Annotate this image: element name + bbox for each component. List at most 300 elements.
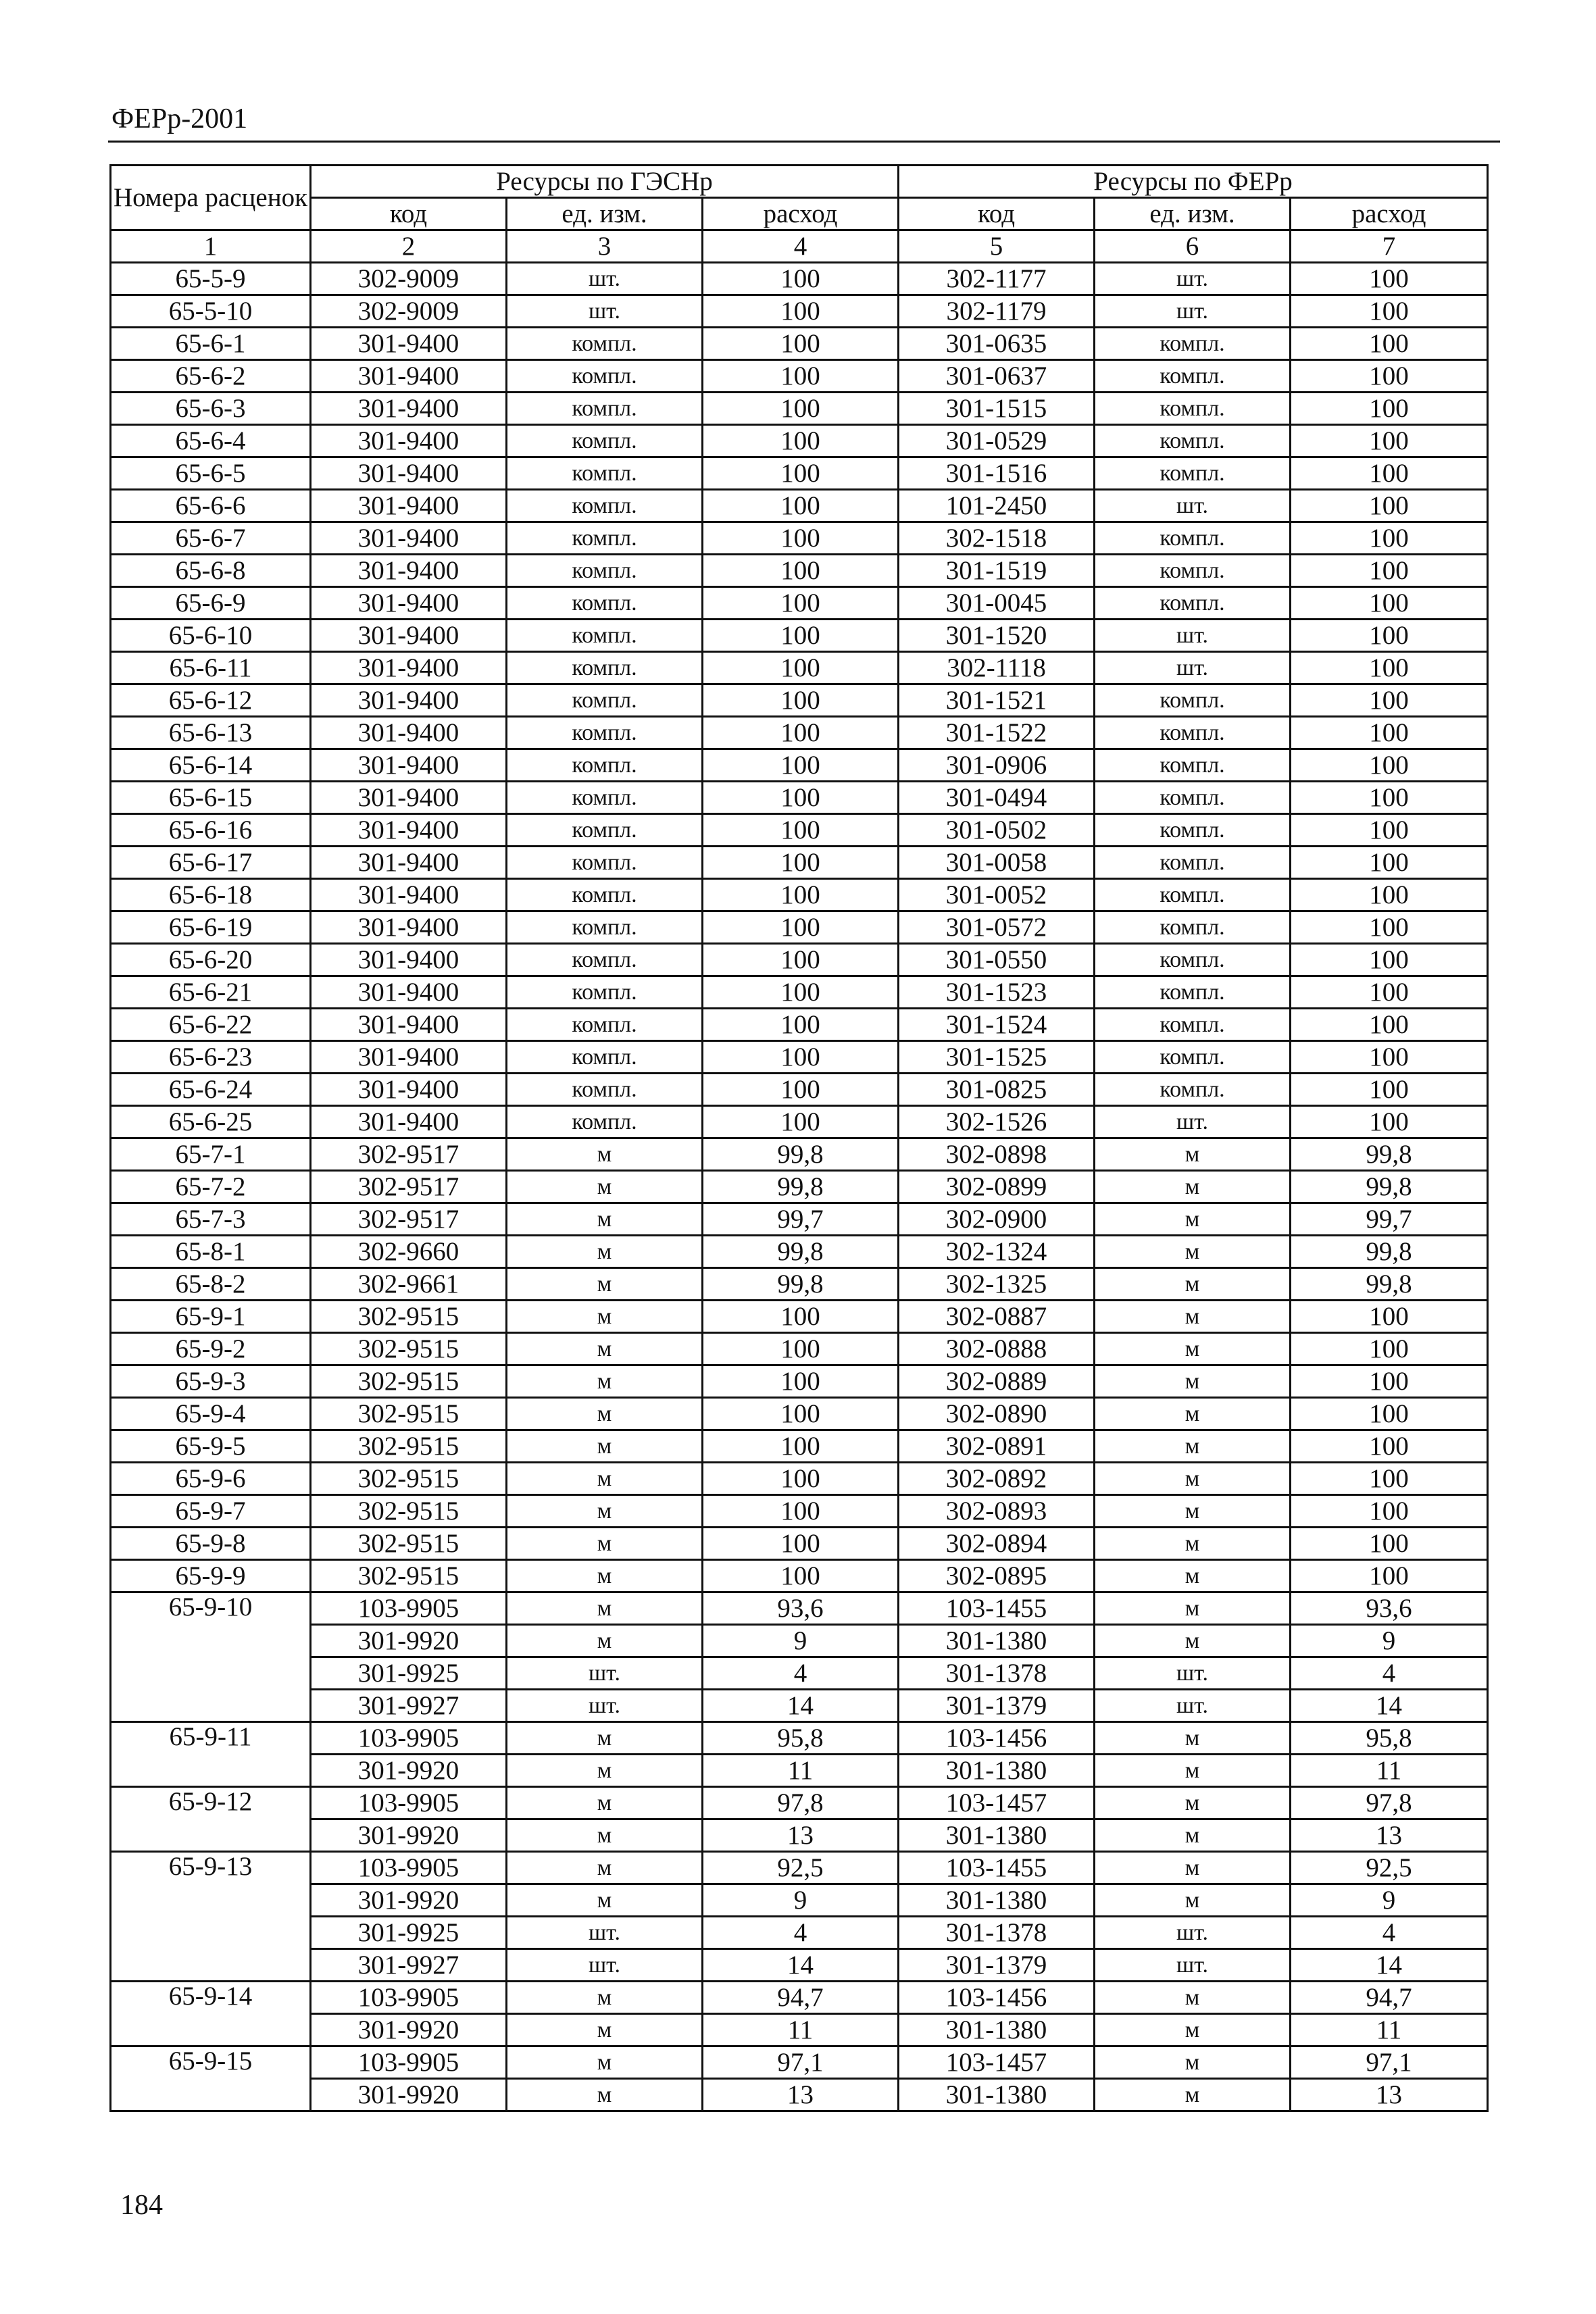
cell-ferr-code: 302-0895 <box>899 1560 1095 1592</box>
table-row <box>111 717 1488 749</box>
rastsenka-number: 65-6-21 <box>111 976 311 1009</box>
cell-gesnr-amount: 100 <box>703 814 899 847</box>
cell-gesnr-amount: 4 <box>703 1657 899 1690</box>
cell-ferr-code: 301-1378 <box>899 1657 1095 1690</box>
table-row <box>111 1430 1488 1463</box>
cell-ferr-amount: 100 <box>1291 263 1488 295</box>
cell-ferr-amount: 100 <box>1291 1301 1488 1333</box>
cell-ferr-unit: м <box>1095 1819 1291 1852</box>
cell-gesnr-code: 301-9400 <box>311 620 507 652</box>
cell-gesnr-amount: 100 <box>703 457 899 490</box>
cell-ferr-unit: компл. <box>1095 393 1291 425</box>
table-row <box>111 684 1488 717</box>
cell-gesnr-code: 301-9400 <box>311 782 507 814</box>
table-row <box>111 263 1488 295</box>
table-row <box>111 652 1488 684</box>
rastsenka-number: 65-6-12 <box>111 684 311 717</box>
header-rastsenok <box>111 166 311 230</box>
cell-ferr-amount: 100 <box>1291 587 1488 620</box>
rastsenka-number: 65-8-1 <box>111 1236 311 1268</box>
cell-gesnr-amount: 100 <box>703 425 899 457</box>
cell-ferr-code: 301-0637 <box>899 360 1095 393</box>
cell-gesnr-unit: м <box>507 1171 703 1203</box>
cell-ferr-amount: 100 <box>1291 295 1488 328</box>
cell-ferr-unit: компл. <box>1095 457 1291 490</box>
cell-ferr-unit: м <box>1095 1982 1291 2014</box>
cell-ferr-code: 301-0550 <box>899 944 1095 976</box>
cell-ferr-amount: 100 <box>1291 1430 1488 1463</box>
cell-ferr-code: 302-0893 <box>899 1495 1095 1528</box>
cell-gesnr-code: 301-9920 <box>311 1884 507 1917</box>
cell-ferr-amount: 92,5 <box>1291 1852 1488 1884</box>
table-row <box>111 587 1488 620</box>
cell-gesnr-unit: компл. <box>507 847 703 879</box>
rastsenka-number: 65-6-9 <box>111 587 311 620</box>
cell-ferr-code: 301-0058 <box>899 847 1095 879</box>
cell-gesnr-unit: компл. <box>507 652 703 684</box>
rastsenka-number: 65-9-8 <box>111 1528 311 1560</box>
cell-ferr-code: 301-1380 <box>899 1625 1095 1657</box>
cell-ferr-unit: компл. <box>1095 425 1291 457</box>
cell-gesnr-amount: 100 <box>703 911 899 944</box>
rastsenka-number: 65-6-1 <box>111 328 311 360</box>
cell-gesnr-amount: 11 <box>703 1755 899 1787</box>
cell-ferr-unit: компл. <box>1095 1041 1291 1074</box>
cell-gesnr-code: 301-9400 <box>311 587 507 620</box>
cell-ferr-unit: м <box>1095 1301 1291 1333</box>
cell-ferr-code: 301-1380 <box>899 1819 1095 1852</box>
cell-ferr-amount: 100 <box>1291 976 1488 1009</box>
header-rastsenok-label: Номера расценок <box>113 182 308 212</box>
cell-gesnr-code: 301-9925 <box>311 1657 507 1690</box>
cell-ferr-unit: м <box>1095 1787 1291 1819</box>
cell-ferr-code: 302-0891 <box>899 1430 1095 1463</box>
table-row <box>111 1690 1488 1722</box>
rastsenka-number: 65-6-7 <box>111 522 311 555</box>
table-row <box>111 1625 1488 1657</box>
cell-ferr-unit: м <box>1095 1852 1291 1884</box>
cell-ferr-unit: шт. <box>1095 1690 1291 1722</box>
rastsenka-number: 65-6-14 <box>111 749 311 782</box>
cell-gesnr-amount: 100 <box>703 749 899 782</box>
cell-ferr-code: 301-1525 <box>899 1041 1095 1074</box>
cell-gesnr-amount: 100 <box>703 1041 899 1074</box>
cell-gesnr-amount: 11 <box>703 2014 899 2046</box>
table-row <box>111 1722 1488 1755</box>
cell-gesnr-unit: м <box>507 2046 703 2079</box>
cell-ferr-unit: м <box>1095 1495 1291 1528</box>
cell-ferr-unit: компл. <box>1095 847 1291 879</box>
cell-gesnr-code: 301-9400 <box>311 652 507 684</box>
cell-ferr-amount: 13 <box>1291 2079 1488 2111</box>
cell-gesnr-amount: 93,6 <box>703 1592 899 1625</box>
header-row-column-numbers <box>111 230 1488 263</box>
rastsenka-number: 65-9-13 <box>111 1852 311 1982</box>
table-row <box>111 1949 1488 1982</box>
cell-ferr-code: 301-1380 <box>899 2079 1095 2111</box>
cell-ferr-unit: шт. <box>1095 490 1291 522</box>
cell-ferr-unit: м <box>1095 1430 1291 1463</box>
cell-gesnr-code: 301-9400 <box>311 911 507 944</box>
cell-ferr-unit: компл. <box>1095 328 1291 360</box>
subheader-ferr-unit: ед. изм. <box>1095 198 1291 230</box>
cell-ferr-unit: шт. <box>1095 1657 1291 1690</box>
cell-ferr-code: 302-0900 <box>899 1203 1095 1236</box>
cell-ferr-code: 301-1380 <box>899 1755 1095 1787</box>
cell-ferr-unit: м <box>1095 1236 1291 1268</box>
cell-gesnr-amount: 99,8 <box>703 1138 899 1171</box>
cell-ferr-amount: 100 <box>1291 1365 1488 1398</box>
cell-gesnr-code: 302-9009 <box>311 295 507 328</box>
column-number: 1 <box>111 230 311 263</box>
cell-gesnr-code: 302-9515 <box>311 1333 507 1365</box>
cell-ferr-code: 302-1177 <box>899 263 1095 295</box>
resources-table <box>109 164 1489 2112</box>
cell-gesnr-unit: компл. <box>507 1009 703 1041</box>
table-row <box>111 425 1488 457</box>
cell-ferr-amount: 100 <box>1291 782 1488 814</box>
cell-gesnr-code: 301-9927 <box>311 1949 507 1982</box>
cell-gesnr-amount: 100 <box>703 1495 899 1528</box>
table-row <box>111 1884 1488 1917</box>
cell-ferr-amount: 14 <box>1291 1949 1488 1982</box>
rastsenka-number: 65-7-2 <box>111 1171 311 1203</box>
cell-gesnr-unit: м <box>507 1819 703 1852</box>
table-row <box>111 1236 1488 1268</box>
rastsenka-number: 65-6-11 <box>111 652 311 684</box>
table-row <box>111 295 1488 328</box>
cell-gesnr-unit: м <box>507 1236 703 1268</box>
subheader-ferr-amount: расход <box>1291 198 1488 230</box>
rastsenka-number: 65-6-2 <box>111 360 311 393</box>
rastsenka-number: 65-9-9 <box>111 1560 311 1592</box>
cell-ferr-code: 302-0894 <box>899 1528 1095 1560</box>
cell-gesnr-unit: м <box>507 1301 703 1333</box>
cell-ferr-unit: компл. <box>1095 976 1291 1009</box>
cell-ferr-code: 301-1522 <box>899 717 1095 749</box>
cell-ferr-amount: 100 <box>1291 1560 1488 1592</box>
cell-ferr-code: 103-1457 <box>899 1787 1095 1819</box>
cell-ferr-unit: компл. <box>1095 749 1291 782</box>
cell-gesnr-code: 301-9400 <box>311 490 507 522</box>
table-row <box>111 2046 1488 2079</box>
cell-ferr-unit: м <box>1095 1268 1291 1301</box>
cell-ferr-code: 301-0529 <box>899 425 1095 457</box>
cell-gesnr-unit: м <box>507 1755 703 1787</box>
cell-gesnr-amount: 99,8 <box>703 1171 899 1203</box>
cell-gesnr-unit: компл. <box>507 782 703 814</box>
cell-ferr-code: 101-2450 <box>899 490 1095 522</box>
cell-gesnr-amount: 100 <box>703 1106 899 1138</box>
cell-gesnr-unit: м <box>507 1787 703 1819</box>
table-row <box>111 1009 1488 1041</box>
cell-ferr-unit: компл. <box>1095 814 1291 847</box>
cell-gesnr-amount: 100 <box>703 587 899 620</box>
cell-ferr-amount: 99,8 <box>1291 1138 1488 1171</box>
cell-ferr-unit: компл. <box>1095 360 1291 393</box>
cell-gesnr-unit: м <box>507 1203 703 1236</box>
cell-gesnr-amount: 100 <box>703 782 899 814</box>
cell-ferr-amount: 97,8 <box>1291 1787 1488 1819</box>
cell-gesnr-code: 301-9400 <box>311 328 507 360</box>
cell-gesnr-code: 302-9515 <box>311 1560 507 1592</box>
cell-gesnr-amount: 13 <box>703 1819 899 1852</box>
header-rule <box>108 141 1500 143</box>
cell-gesnr-unit: компл. <box>507 457 703 490</box>
cell-gesnr-unit: м <box>507 1982 703 2014</box>
column-number: 6 <box>1095 230 1291 263</box>
table-row <box>111 976 1488 1009</box>
cell-gesnr-code: 302-9517 <box>311 1203 507 1236</box>
cell-gesnr-unit: м <box>507 1625 703 1657</box>
cell-ferr-amount: 94,7 <box>1291 1982 1488 2014</box>
cell-gesnr-unit: м <box>507 1852 703 1884</box>
cell-ferr-unit: м <box>1095 2046 1291 2079</box>
rastsenka-number: 65-6-22 <box>111 1009 311 1041</box>
rastsenka-number: 65-9-4 <box>111 1398 311 1430</box>
cell-ferr-unit: компл. <box>1095 911 1291 944</box>
cell-gesnr-amount: 100 <box>703 393 899 425</box>
cell-ferr-code: 301-1520 <box>899 620 1095 652</box>
cell-ferr-amount: 9 <box>1291 1884 1488 1917</box>
rastsenka-number: 65-6-20 <box>111 944 311 976</box>
cell-ferr-amount: 100 <box>1291 749 1488 782</box>
cell-gesnr-unit: м <box>507 1528 703 1560</box>
cell-gesnr-amount: 97,1 <box>703 2046 899 2079</box>
rastsenka-number: 65-6-8 <box>111 555 311 587</box>
cell-ferr-code: 301-1521 <box>899 684 1095 717</box>
table-header <box>111 166 1488 263</box>
cell-ferr-amount: 100 <box>1291 360 1488 393</box>
cell-ferr-amount: 100 <box>1291 328 1488 360</box>
cell-ferr-unit: м <box>1095 1171 1291 1203</box>
cell-gesnr-unit: компл. <box>507 879 703 911</box>
cell-gesnr-unit: компл. <box>507 393 703 425</box>
cell-gesnr-unit: м <box>507 1398 703 1430</box>
cell-ferr-unit: м <box>1095 2079 1291 2111</box>
cell-ferr-amount: 100 <box>1291 717 1488 749</box>
table-row <box>111 1301 1488 1333</box>
cell-ferr-unit: м <box>1095 1884 1291 1917</box>
cell-gesnr-code: 301-9920 <box>311 2079 507 2111</box>
cell-gesnr-amount: 9 <box>703 1625 899 1657</box>
rastsenka-number: 65-7-3 <box>111 1203 311 1236</box>
cell-ferr-amount: 100 <box>1291 490 1488 522</box>
cell-gesnr-code: 301-9400 <box>311 425 507 457</box>
cell-ferr-unit: компл. <box>1095 879 1291 911</box>
rastsenka-number: 65-6-16 <box>111 814 311 847</box>
header-group-gesnr: Ресурсы по ГЭСНр <box>311 166 899 198</box>
cell-ferr-amount: 97,1 <box>1291 2046 1488 2079</box>
table-row <box>111 1592 1488 1625</box>
rastsenka-number: 65-9-2 <box>111 1333 311 1365</box>
table-row <box>111 782 1488 814</box>
cell-gesnr-amount: 100 <box>703 328 899 360</box>
cell-ferr-code: 302-0888 <box>899 1333 1095 1365</box>
table-row <box>111 1074 1488 1106</box>
cell-ferr-code: 302-1118 <box>899 652 1095 684</box>
rastsenka-number: 65-6-5 <box>111 457 311 490</box>
rastsenka-number: 65-6-15 <box>111 782 311 814</box>
cell-gesnr-amount: 100 <box>703 1528 899 1560</box>
table-row <box>111 911 1488 944</box>
cell-ferr-code: 302-1518 <box>899 522 1095 555</box>
table-row <box>111 944 1488 976</box>
table-row <box>111 1268 1488 1301</box>
cell-gesnr-unit: компл. <box>507 749 703 782</box>
cell-ferr-code: 302-0898 <box>899 1138 1095 1171</box>
cell-ferr-unit: компл. <box>1095 782 1291 814</box>
cell-ferr-amount: 100 <box>1291 1106 1488 1138</box>
cell-gesnr-code: 302-9515 <box>311 1301 507 1333</box>
cell-gesnr-code: 301-9400 <box>311 393 507 425</box>
cell-ferr-code: 301-0052 <box>899 879 1095 911</box>
cell-ferr-amount: 99,8 <box>1291 1236 1488 1268</box>
cell-gesnr-code: 302-9515 <box>311 1398 507 1430</box>
cell-gesnr-amount: 100 <box>703 1365 899 1398</box>
cell-gesnr-unit: компл. <box>507 360 703 393</box>
cell-ferr-unit: компл. <box>1095 1074 1291 1106</box>
cell-gesnr-amount: 100 <box>703 684 899 717</box>
cell-gesnr-amount: 14 <box>703 1949 899 1982</box>
cell-ferr-unit: м <box>1095 1755 1291 1787</box>
cell-gesnr-amount: 100 <box>703 1333 899 1365</box>
cell-ferr-amount: 99,7 <box>1291 1203 1488 1236</box>
rastsenka-number: 65-6-3 <box>111 393 311 425</box>
cell-gesnr-unit: компл. <box>507 425 703 457</box>
cell-gesnr-unit: компл. <box>507 620 703 652</box>
cell-ferr-code: 103-1455 <box>899 1852 1095 1884</box>
rastsenka-number: 65-6-6 <box>111 490 311 522</box>
cell-gesnr-unit: компл. <box>507 555 703 587</box>
header-row-subheaders <box>111 198 1488 230</box>
table-row <box>111 1106 1488 1138</box>
subheader-ferr-code: код <box>899 198 1095 230</box>
table-row <box>111 1495 1488 1528</box>
cell-gesnr-amount: 100 <box>703 1009 899 1041</box>
rastsenka-number: 65-9-7 <box>111 1495 311 1528</box>
cell-gesnr-unit: м <box>507 1333 703 1365</box>
cell-gesnr-amount: 100 <box>703 652 899 684</box>
cell-gesnr-code: 302-9515 <box>311 1495 507 1528</box>
cell-ferr-unit: м <box>1095 2014 1291 2046</box>
cell-gesnr-code: 301-9400 <box>311 360 507 393</box>
cell-ferr-amount: 100 <box>1291 425 1488 457</box>
cell-ferr-unit: компл. <box>1095 555 1291 587</box>
table-row <box>111 620 1488 652</box>
rastsenka-number: 65-9-15 <box>111 2046 311 2111</box>
cell-ferr-amount: 100 <box>1291 944 1488 976</box>
table-row <box>111 1852 1488 1884</box>
rastsenka-number: 65-5-9 <box>111 263 311 295</box>
cell-ferr-unit: шт. <box>1095 652 1291 684</box>
cell-gesnr-code: 103-9905 <box>311 1787 507 1819</box>
cell-ferr-amount: 93,6 <box>1291 1592 1488 1625</box>
cell-gesnr-unit: компл. <box>507 522 703 555</box>
cell-ferr-amount: 100 <box>1291 522 1488 555</box>
cell-gesnr-code: 301-9400 <box>311 814 507 847</box>
table-row <box>111 1819 1488 1852</box>
table-row <box>111 1138 1488 1171</box>
cell-gesnr-unit: м <box>507 1268 703 1301</box>
rastsenka-number: 65-6-10 <box>111 620 311 652</box>
cell-gesnr-amount: 99,8 <box>703 1236 899 1268</box>
cell-gesnr-code: 103-9905 <box>311 1852 507 1884</box>
cell-gesnr-code: 301-9920 <box>311 1625 507 1657</box>
cell-gesnr-amount: 100 <box>703 944 899 976</box>
cell-gesnr-amount: 100 <box>703 976 899 1009</box>
cell-ferr-unit: компл. <box>1095 684 1291 717</box>
cell-gesnr-amount: 100 <box>703 263 899 295</box>
table-body <box>111 263 1488 2111</box>
cell-gesnr-code: 301-9400 <box>311 457 507 490</box>
cell-ferr-amount: 100 <box>1291 847 1488 879</box>
cell-ferr-unit: м <box>1095 1138 1291 1171</box>
cell-ferr-amount: 100 <box>1291 911 1488 944</box>
table-row <box>111 1171 1488 1203</box>
cell-ferr-amount: 100 <box>1291 1495 1488 1528</box>
table-row <box>111 1041 1488 1074</box>
cell-gesnr-unit: шт. <box>507 295 703 328</box>
cell-ferr-code: 301-0825 <box>899 1074 1095 1106</box>
table-row <box>111 522 1488 555</box>
cell-gesnr-code: 302-9009 <box>311 263 507 295</box>
cell-gesnr-code: 302-9517 <box>311 1171 507 1203</box>
cell-gesnr-unit: компл. <box>507 814 703 847</box>
cell-gesnr-amount: 94,7 <box>703 1982 899 2014</box>
cell-ferr-amount: 100 <box>1291 620 1488 652</box>
table-row <box>111 879 1488 911</box>
cell-gesnr-code: 302-9515 <box>311 1528 507 1560</box>
rastsenka-number: 65-9-1 <box>111 1301 311 1333</box>
cell-ferr-code: 103-1457 <box>899 2046 1095 2079</box>
table-row <box>111 393 1488 425</box>
cell-gesnr-code: 302-9517 <box>311 1138 507 1171</box>
cell-gesnr-amount: 100 <box>703 295 899 328</box>
table-row <box>111 847 1488 879</box>
column-number: 3 <box>507 230 703 263</box>
table-row <box>111 814 1488 847</box>
table-row <box>111 328 1488 360</box>
cell-gesnr-unit: м <box>507 1722 703 1755</box>
cell-gesnr-code: 103-9905 <box>311 1722 507 1755</box>
cell-ferr-code: 301-1380 <box>899 2014 1095 2046</box>
cell-ferr-amount: 100 <box>1291 1009 1488 1041</box>
cell-gesnr-unit: компл. <box>507 944 703 976</box>
rastsenka-number: 65-6-25 <box>111 1106 311 1138</box>
cell-ferr-code: 301-1379 <box>899 1949 1095 1982</box>
cell-ferr-code: 302-0892 <box>899 1463 1095 1495</box>
cell-ferr-code: 301-1380 <box>899 1884 1095 1917</box>
cell-gesnr-amount: 100 <box>703 1463 899 1495</box>
table-row <box>111 1917 1488 1949</box>
cell-ferr-amount: 4 <box>1291 1917 1488 1949</box>
rastsenka-number: 65-9-12 <box>111 1787 311 1852</box>
cell-ferr-amount: 99,8 <box>1291 1268 1488 1301</box>
cell-ferr-amount: 100 <box>1291 393 1488 425</box>
cell-gesnr-unit: компл. <box>507 684 703 717</box>
cell-gesnr-code: 301-9920 <box>311 2014 507 2046</box>
header-row-groups <box>111 166 1488 198</box>
cell-ferr-amount: 95,8 <box>1291 1722 1488 1755</box>
cell-gesnr-code: 301-9400 <box>311 1106 507 1138</box>
cell-gesnr-amount: 100 <box>703 555 899 587</box>
cell-gesnr-amount: 4 <box>703 1917 899 1949</box>
cell-gesnr-amount: 99,8 <box>703 1268 899 1301</box>
cell-gesnr-code: 302-9515 <box>311 1365 507 1398</box>
cell-ferr-code: 301-1378 <box>899 1917 1095 1949</box>
cell-ferr-unit: м <box>1095 1333 1291 1365</box>
